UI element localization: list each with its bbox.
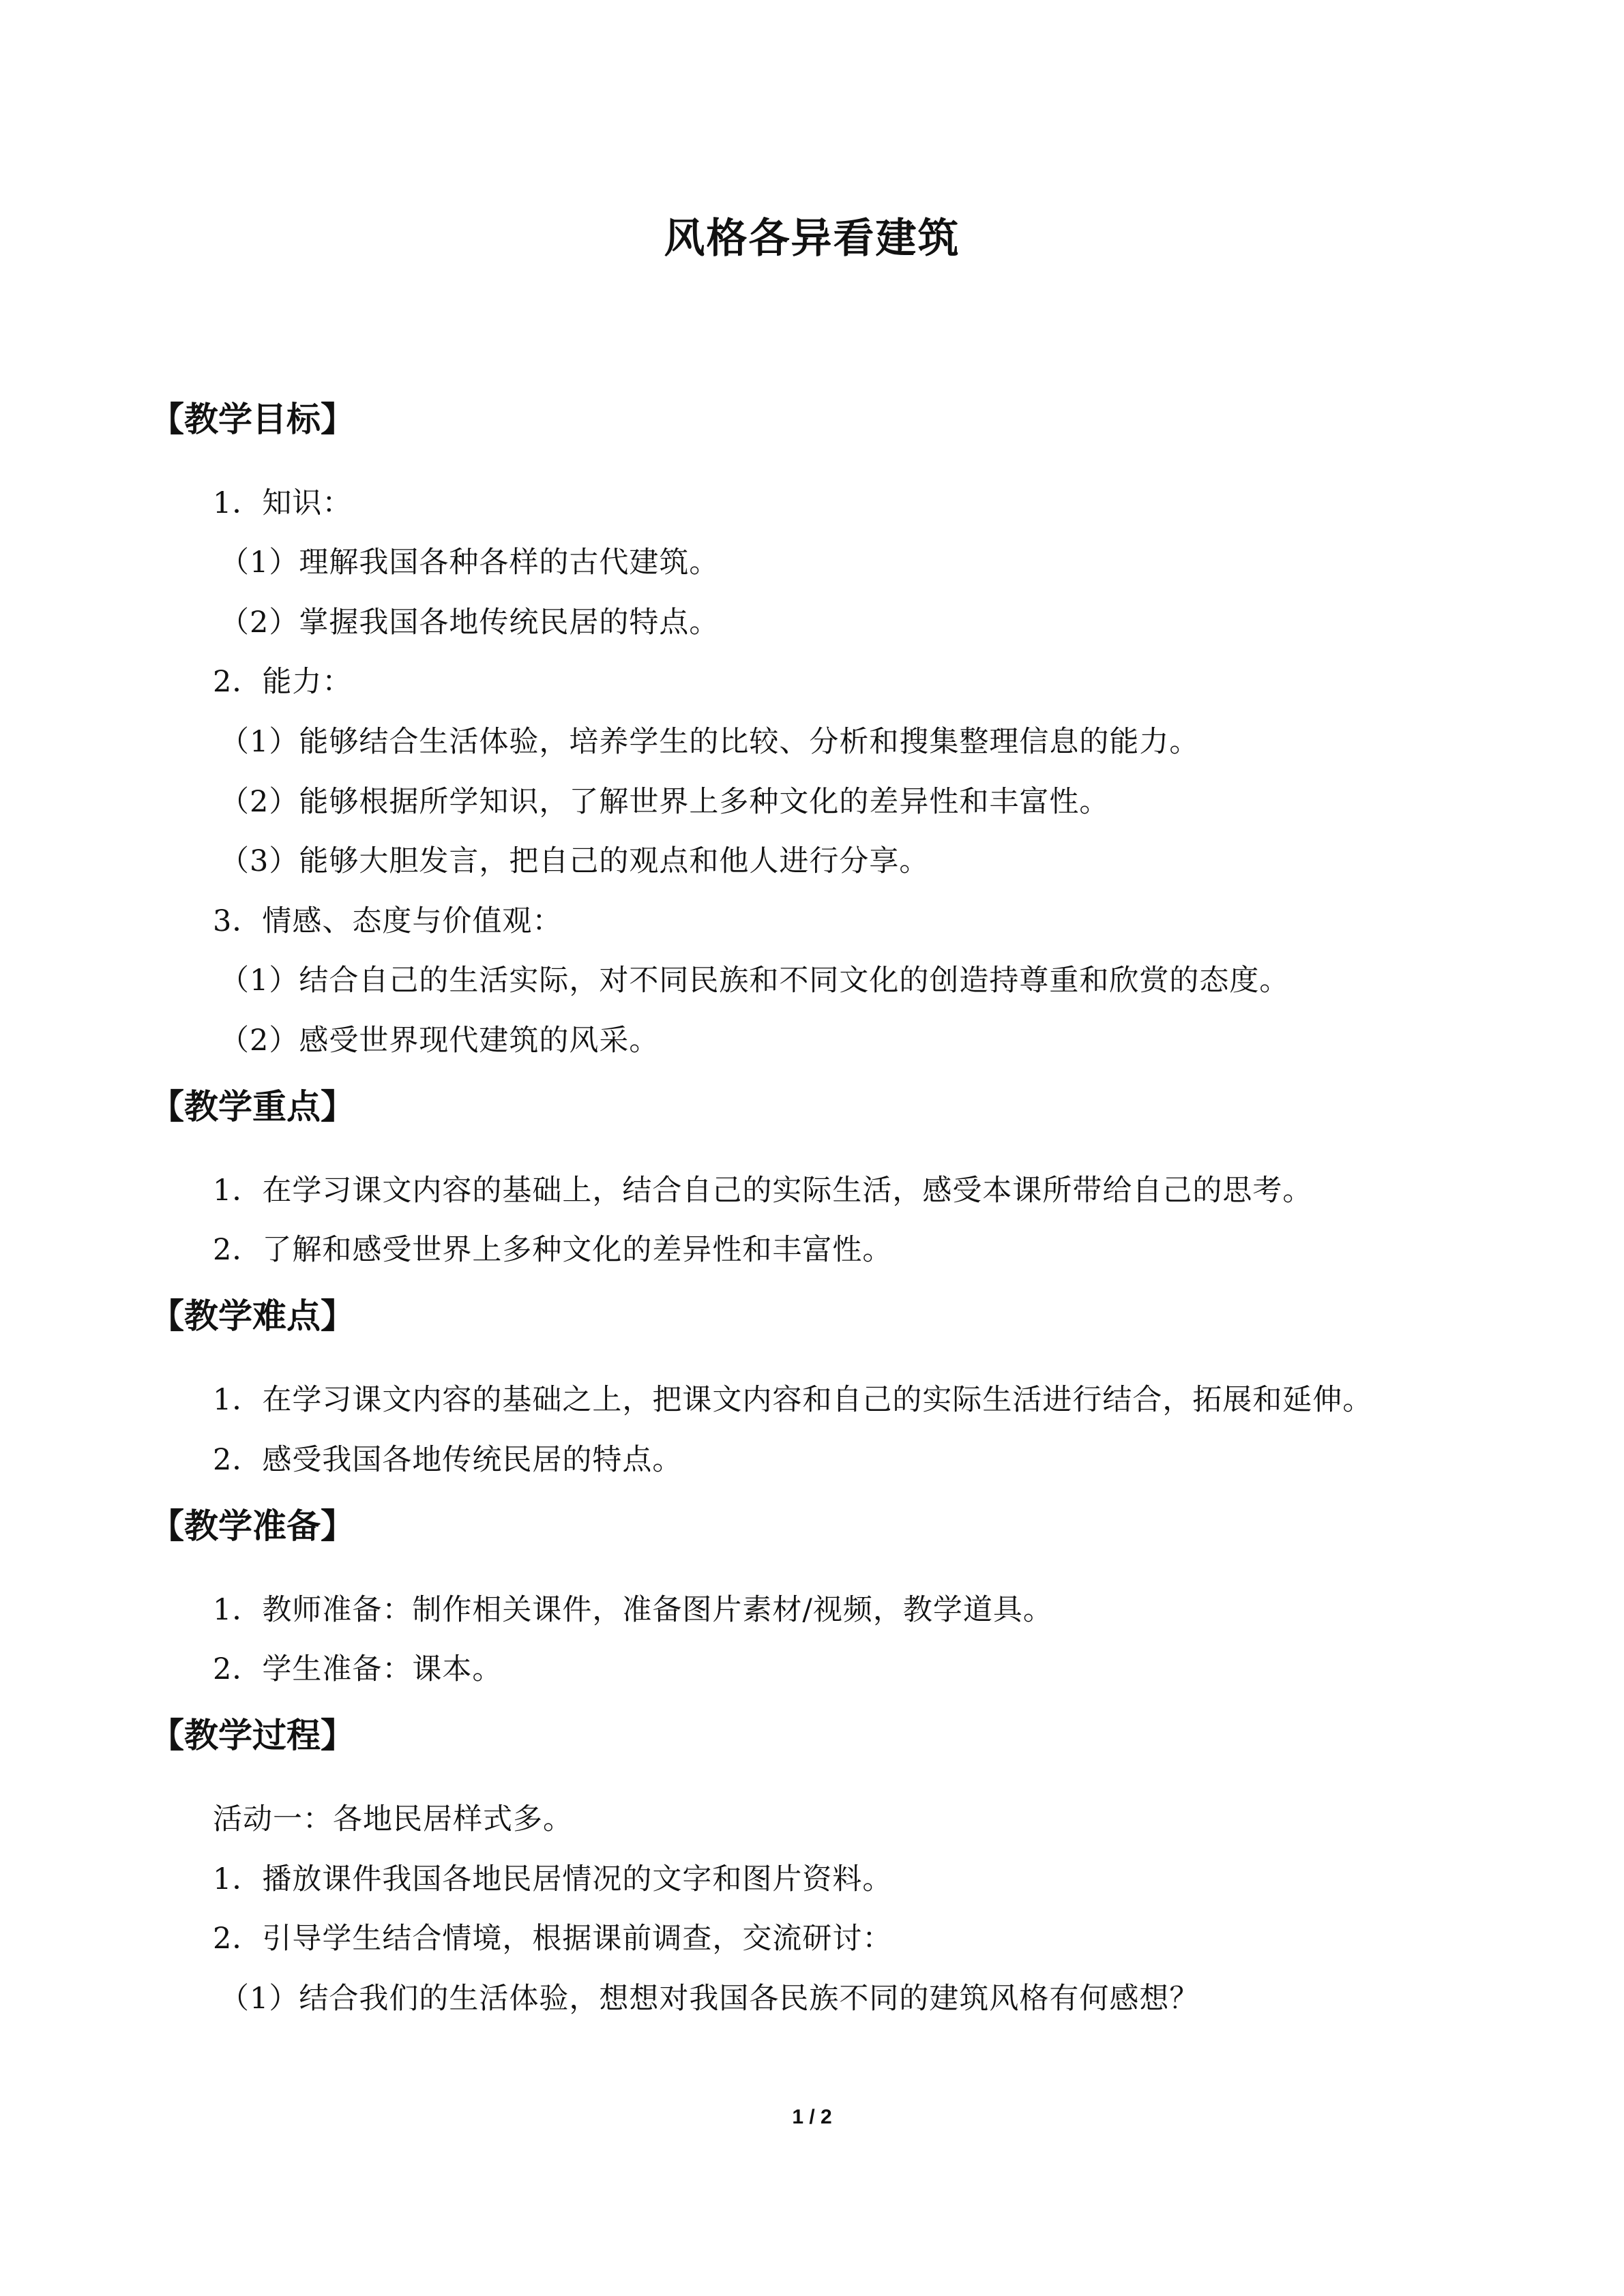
process-line: 2．引导学生结合情境，根据课前调查，交流研讨： — [213, 1922, 893, 1956]
objectives-line: （3）能够大胆发言，把自己的观点和他人进行分享。 — [220, 844, 930, 878]
page-title: 风格各异看建筑 — [664, 215, 960, 263]
section-heading-preparation: 【教学准备】 — [150, 1506, 355, 1546]
page-number: 1 / 2 — [792, 2106, 832, 2128]
key-points-line: 2．了解和感受世界上多种文化的差异性和丰富性。 — [213, 1233, 893, 1267]
section-heading-process: 【教学过程】 — [150, 1716, 355, 1755]
objectives-line: （2）能够根据所学知识，了解世界上多种文化的差异性和丰富性。 — [220, 785, 1110, 819]
process-line: 1．播放课件我国各地民居情况的文字和图片资料。 — [213, 1862, 893, 1896]
objectives-line: （2）感受世界现代建筑的风采。 — [220, 1024, 660, 1058]
section-heading-key-points: 【教学重点】 — [150, 1087, 355, 1127]
objectives-line: （1）结合自己的生活实际，对不同民族和不同文化的创造持尊重和欣赏的态度。 — [220, 964, 1290, 998]
difficulties-line: 1．在学习课文内容的基础之上，把课文内容和自己的实际生活进行结合，拓展和延伸。 — [213, 1383, 1373, 1417]
objectives-line: （1）理解我国各种各样的古代建筑。 — [220, 546, 720, 580]
objectives-line: （1）能够结合生活体验，培养学生的比较、分析和搜集整理信息的能力。 — [220, 725, 1200, 759]
preparation-line: 1．教师准备：制作相关课件，准备图片素材/视频，教学道具。 — [213, 1593, 1053, 1627]
section-heading-difficulties: 【教学难点】 — [150, 1296, 355, 1336]
objectives-line: （2）掌握我国各地传统民居的特点。 — [220, 606, 720, 640]
preparation-line: 2．学生准备：课本。 — [213, 1652, 503, 1686]
objectives-line: 2．能力： — [213, 665, 353, 699]
process-line: 活动一：各地民居样式多。 — [213, 1802, 573, 1836]
process-line: （1）结合我们的生活体验，想想对我国各民族不同的建筑风格有何感想？ — [220, 1982, 1200, 2016]
difficulties-line: 2．感受我国各地传统民居的特点。 — [213, 1443, 683, 1477]
section-heading-objectives: 【教学目标】 — [150, 400, 355, 439]
objectives-line: 1．知识： — [213, 486, 353, 520]
objectives-line: 3．情感、态度与价值观： — [213, 904, 563, 938]
key-points-line: 1．在学习课文内容的基础上，结合自己的实际生活，感受本课所带给自己的思考。 — [213, 1174, 1313, 1208]
